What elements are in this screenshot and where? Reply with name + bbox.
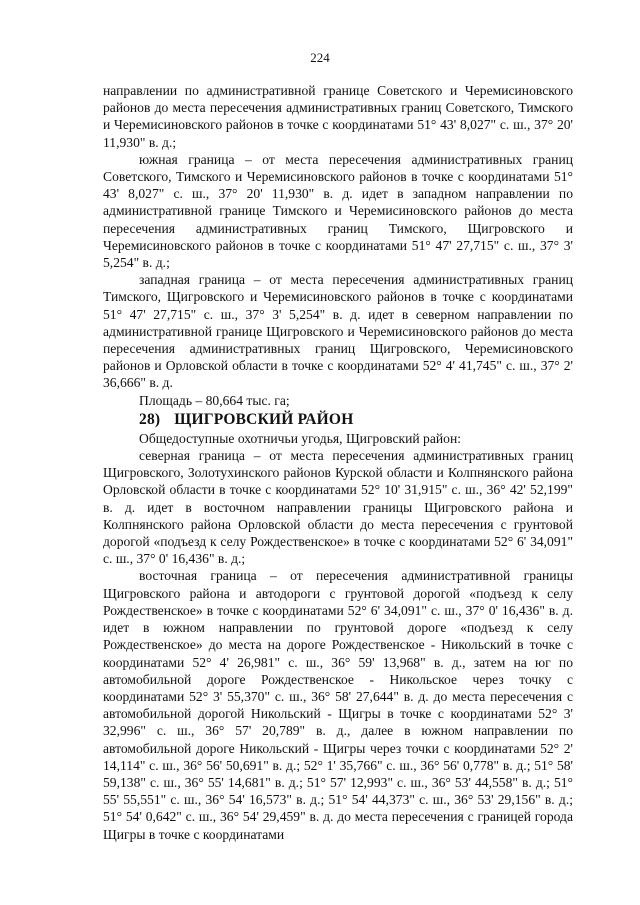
section-heading	[103, 410, 573, 429]
paragraph-area: Площадь – 80,664 тыс. га;	[139, 392, 290, 408]
paragraph-west-border: западная граница – от места пересечения административных границ Тимского, Щигровского и Черемисиновского районов в точке с координатами 51° 47' 27,715" с. ш., 37° 3' 5,254" в. д. идет в северном направлении по административной границе Щигровского и Черемисиновского районов до места пересечения административных границ Щигровского, Черемисиновского районов и Орловской области в точке с координатами 52° 4' 41,745" с. ш., 37° 2' 36,666" в. д.	[103, 272, 573, 391]
paragraph-south-border: южная граница – от места пересечения административных границ Советского, Тимского и Черемисиновского районов в точке с координатами 51° 43' 8,027" с. ш., 37° 20' 11,930" в. д. идет в западном направлении по административной границе Тимского и Черемисиновского районов до места пересечения административных границ Тимского, Щигровского и Черемисиновского районов в точке с координатами 51° 47' 27,715" с. ш., 37° 3' 5,254" в. д.;	[103, 151, 573, 271]
document-body	[103, 82, 573, 843]
paragraph-north-border: северная граница – от места пересечения административных границ Щигровского, Золотухинского районов Курской области и Колпнянского района Орловской области в точке с координатами 52° 10' 31,915" с. ш., 36° 42' 52,199" в. д. идет в восточном направлении границы Щигровского района и Колпнянского района Орловской области до места пересечения с грунтовой дорогой «подъезд к селу Рождественское» в точке с координатами 52° 6' 34,091" с. ш., 37° 0' 16,436" в. д.;	[103, 448, 573, 567]
section-number: 28)	[139, 410, 161, 428]
section-title: ЩИГРОВСКИЙ РАЙОН	[174, 410, 354, 428]
paragraph-hunting-grounds: Общедоступные охотничьи угодья, Щигровский район:	[139, 430, 462, 446]
paragraph-continuation: направлении по административной границе Советского и Черемисиновского районов до места пересечения административных границ Советского, Тимского и Черемисиновского районов в точке с координатами 51° 43' 8,027" с. ш., 37° 20' 11,930" в. д.;	[103, 83, 573, 150]
paragraph-east-border: восточная граница – от пересечения административной границы Щигровского района и автодороги с грунтовой дорогой «подъезд к селу Рождественское» в точке с координатами 52° 6' 34,091" с. ш., 37° 0' 16,436" в. д. идет в южном направлении по грунтовой дороге «подъезд к селу Рождественское» до места на дороге Рождественское - Никольский в точке с координатами 52° 4' 26,981" с. ш., 36° 59' 13,968" в. д., затем на юг по автомобильной дороге Рождественское - Никольское через точку с координатами 52° 3' 55,370" с. ш., 36° 58' 27,644" в. д. до места пересечения с автомобильной дорогой Никольский - Щигры в точке с координатами 52° 3' 32,996" с. ш., 36° 57' 20,789" в. д., далее в южном направлении по автомобильной дороге Никольский - Щигры через точки с координатами 52° 2' 14,114" с. ш., 36° 56' 50,691" в. д.; 52° 1' 35,766" с. ш., 36° 56' 0,778" в. д.; 51° 58' 59,138" с. ш., 36° 55' 14,681" в. д.; 51° 57' 12,993" с. ш., 36° 53' 44,558" в. д.; 51° 55' 55,551" с. ш., 36° 54' 16,573" в. д.; 51° 54' 44,373" с. ш., 36° 53' 29,156" в. д.; 51° 54' 0,642" с. ш., 36° 54' 29,459" в. д. до места пересечения с границей города Щигры в точке с координатами	[103, 568, 573, 842]
page-number: 224	[310, 50, 330, 65]
